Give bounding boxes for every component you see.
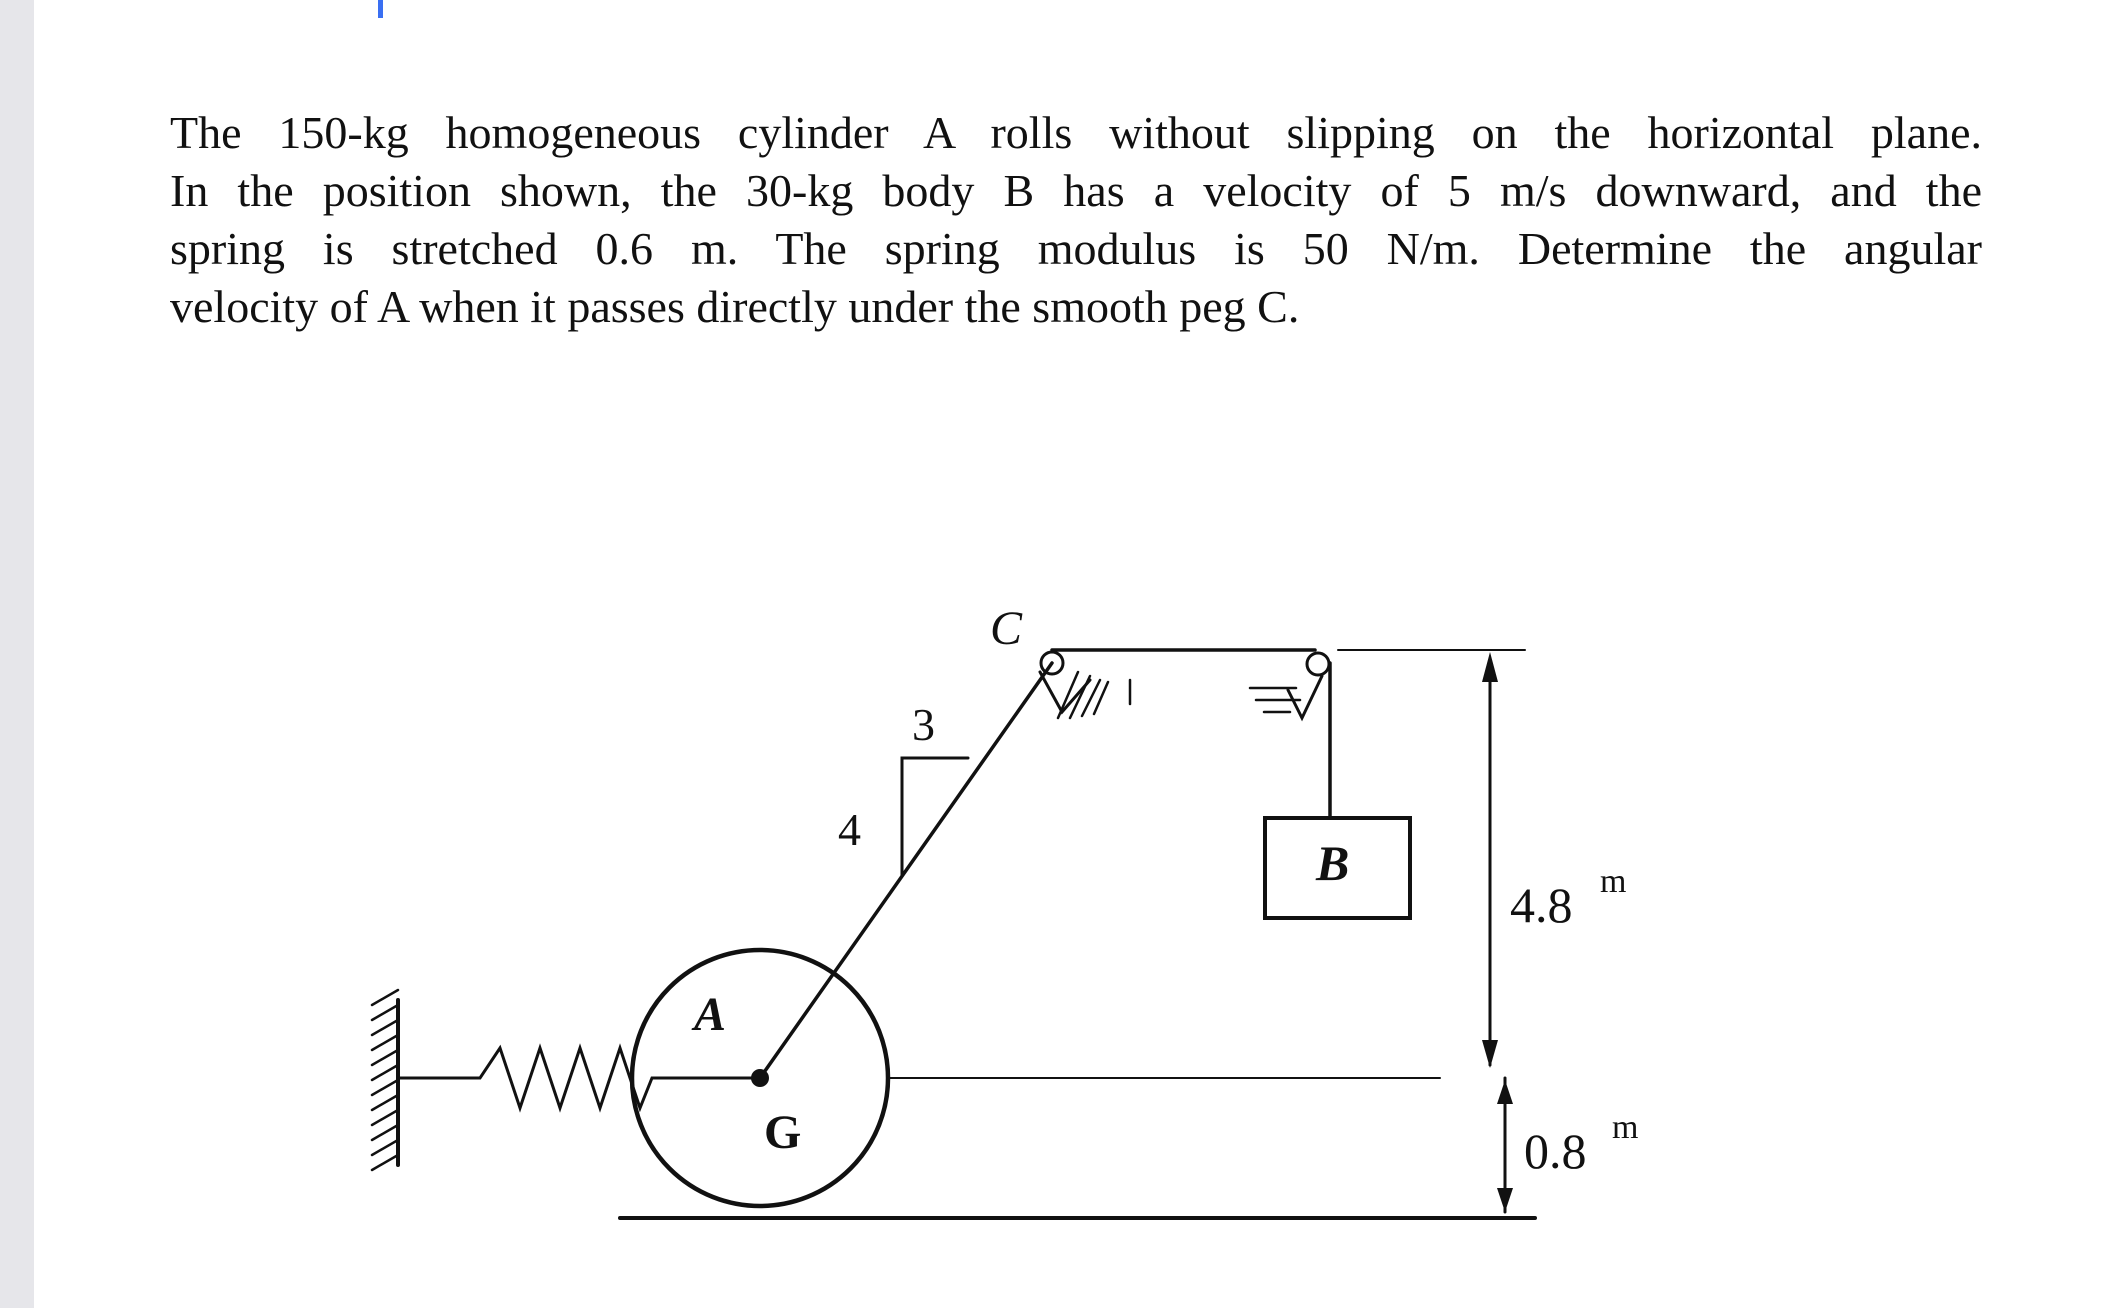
slope-rise-label: 4 — [838, 804, 861, 855]
height-dimension-value: 4.8 — [1510, 877, 1573, 933]
slope-run-label: 3 — [912, 699, 935, 750]
center-g-dot — [751, 1069, 769, 1087]
spring — [398, 1048, 760, 1108]
slope-triangle — [902, 758, 968, 875]
label-b: B — [1316, 835, 1350, 891]
cord-g-to-c — [760, 663, 1052, 1078]
label-g: G — [764, 1106, 802, 1159]
label-a: A — [694, 988, 727, 1041]
pulley-b — [1307, 653, 1329, 675]
dimension-arrows — [1482, 652, 1513, 1212]
pulley-hatching — [1250, 688, 1300, 712]
peg-c-hatching — [1058, 672, 1130, 718]
height-dimension-unit: m — [1600, 863, 1627, 900]
label-c: C — [990, 602, 1023, 655]
wall-hatching — [372, 990, 398, 1170]
pulley-bracket — [1288, 676, 1322, 718]
radius-dimension-unit: m — [1612, 1109, 1639, 1146]
radius-dimension-value: 0.8 — [1524, 1123, 1587, 1179]
problem-line-1: The 150-kg homogeneous cylinder A rolls without slipping on the horizontal plane. — [170, 107, 1982, 158]
problem-line-3: spring is stretched 0.6 m. The spring modulus is 50 N/m. Determine the angular — [170, 223, 1982, 274]
problem-line-2: In the position shown, the 30-kg body B has a velocity of 5 m/s downward, and the — [170, 165, 1982, 216]
problem-line-4: velocity of A when it passes directly under the smooth peg C. — [170, 281, 1300, 332]
